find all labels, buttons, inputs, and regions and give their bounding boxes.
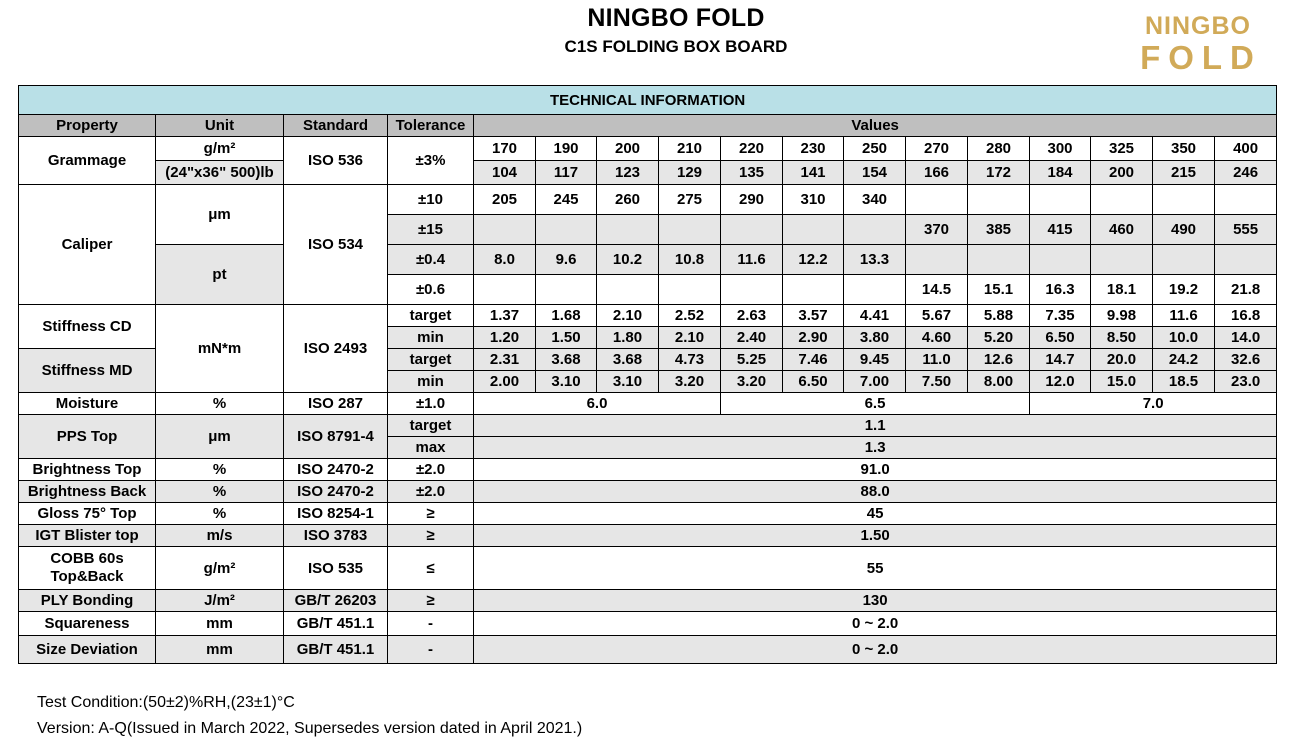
gloss-row [19,503,1277,525]
unit-cell: J/m² [156,590,284,612]
value-cell: 1.20 [474,327,536,349]
stiffness-cd-target-row [19,305,1277,327]
tolerance-cell: - [388,612,474,636]
value-cell: 270 [906,137,968,161]
value-cell: 20.0 [1091,349,1153,371]
unit-gsm: g/m² [156,137,284,161]
unit-pt: pt [156,245,284,305]
unit-cell: % [156,459,284,481]
property-cobb [19,547,156,590]
value-cell: 7.50 [906,371,968,393]
ply-bonding-row [19,590,1277,612]
tolerance-target: target [388,305,474,327]
value-cell: 12.2 [783,245,844,275]
standard-grammage: ISO 536 [284,137,388,185]
value-cell: 9.98 [1091,305,1153,327]
value-cell: 11.6 [1153,305,1215,327]
value-cell: 2.40 [721,327,783,349]
value-cell: 10.2 [597,245,659,275]
version-note: Version: A-Q(Issued in March 2022, Supersedes version dated in April 2021.) [37,720,583,737]
value-cell: 15.0 [1091,371,1153,393]
value-cell: 2.00 [474,371,536,393]
header-row [19,115,1277,137]
value-cell: 2.31 [474,349,536,371]
value-cell: 7.46 [783,349,844,371]
empty-cell [1030,185,1091,215]
tolerance-cell: ±2.0 [388,481,474,503]
value-cell: 130 [474,590,1277,612]
value-cell: 117 [536,161,597,185]
property-pps-top: PPS Top [19,415,156,459]
value-cell: 3.57 [783,305,844,327]
tolerance-grammage: ±3% [388,137,474,185]
empty-cell [968,245,1030,275]
value-cell: 15.1 [968,275,1030,305]
tolerance-cell: ≥ [388,525,474,547]
tolerance-cell: - [388,636,474,664]
document-title: NINGBO FOLD [587,4,765,32]
empty-cell [536,215,597,245]
value-cell: 8.0 [474,245,536,275]
value-cell: 16.8 [1215,305,1277,327]
value-cell: 1.37 [474,305,536,327]
value-cell: 8.00 [968,371,1030,393]
value-cell: 1.50 [536,327,597,349]
value-cell: 7.35 [1030,305,1091,327]
value-cell: 385 [968,215,1030,245]
caliper-pt-04-row [19,245,1277,275]
value-cell: 11.6 [721,245,783,275]
value-cell: 32.6 [1215,349,1277,371]
logo-line-2: FOLD [1140,39,1262,76]
value-cell: 166 [906,161,968,185]
value-cell: 246 [1215,161,1277,185]
value-cell: 184 [1030,161,1091,185]
value-cell: 14.5 [906,275,968,305]
property-stiffness-cd: Stiffness CD [19,305,156,349]
empty-cell [474,275,536,305]
standard-caliper: ISO 534 [284,185,388,305]
value-cell: 5.20 [968,327,1030,349]
value-cell: 340 [844,185,906,215]
value-cell: 5.25 [721,349,783,371]
unit-moisture: % [156,393,284,415]
tolerance-min: min [388,371,474,393]
value-cell: 555 [1215,215,1277,245]
value-cell: 6.0 [474,393,721,415]
test-condition-note: Test Condition:(50±2)%RH,(23±1)°C [37,694,295,711]
standard-cell: ISO 8254-1 [284,503,388,525]
standard-cell: ISO 535 [284,547,388,590]
empty-cell [783,275,844,305]
document-subtitle: C1S FOLDING BOX BOARD [564,37,788,56]
value-cell: 400 [1215,137,1277,161]
empty-cell [721,275,783,305]
standard-cell: ISO 3783 [284,525,388,547]
caliper-um-10-row [19,185,1277,215]
empty-cell [1091,185,1153,215]
unit-cell: g/m² [156,547,284,590]
value-cell: 1.3 [474,437,1277,459]
empty-cell [906,185,968,215]
value-cell: 2.52 [659,305,721,327]
value-cell: 2.63 [721,305,783,327]
value-cell: 19.2 [1153,275,1215,305]
empty-cell [1215,185,1277,215]
property-grammage: Grammage [19,137,156,185]
standard-cell: GB/T 26203 [284,590,388,612]
brightness-back-row [19,481,1277,503]
empty-cell [597,275,659,305]
unit-cell: m/s [156,525,284,547]
value-cell: 4.41 [844,305,906,327]
unit-lb: (24"x36" 500)lb [156,161,284,185]
tolerance-caliper-15: ±15 [388,215,474,245]
value-cell: 7.0 [1030,393,1277,415]
value-cell: 18.1 [1091,275,1153,305]
value-cell: 135 [721,161,783,185]
value-cell: 350 [1153,137,1215,161]
empty-cell [659,215,721,245]
value-cell: 8.50 [1091,327,1153,349]
grammage-lb-row [19,161,1277,185]
empty-cell [1215,245,1277,275]
col-header-standard: Standard [284,115,388,137]
value-cell: 9.45 [844,349,906,371]
value-cell: 1.1 [474,415,1277,437]
property-stiffness-md: Stiffness MD [19,349,156,393]
tolerance-target: target [388,349,474,371]
igt-row [19,525,1277,547]
value-cell: 370 [906,215,968,245]
size-deviation-row [19,636,1277,664]
property-ply-bonding: PLY Bonding [19,590,156,612]
value-cell: 1.68 [536,305,597,327]
value-cell: 154 [844,161,906,185]
empty-cell [968,185,1030,215]
value-cell: 123 [597,161,659,185]
value-cell: 190 [536,137,597,161]
value-cell: 460 [1091,215,1153,245]
value-cell: 55 [474,547,1277,590]
value-cell: 5.67 [906,305,968,327]
value-cell: 13.3 [844,245,906,275]
value-cell: 3.68 [536,349,597,371]
value-cell: 91.0 [474,459,1277,481]
col-header-tolerance: Tolerance [388,115,474,137]
standard-cell: GB/T 451.1 [284,612,388,636]
value-cell: 3.10 [597,371,659,393]
unit-stiffness: mN*m [156,305,284,393]
value-cell: 210 [659,137,721,161]
value-cell: 9.6 [536,245,597,275]
property-cobb-line-2: Top&Back [50,568,124,585]
tolerance-cell: ≥ [388,590,474,612]
empty-cell [659,275,721,305]
value-cell: 104 [474,161,536,185]
empty-cell [1091,245,1153,275]
empty-cell [1153,245,1215,275]
value-cell: 23.0 [1215,371,1277,393]
col-header-property: Property [19,115,156,137]
property-squareness: Squareness [19,612,156,636]
standard-moisture: ISO 287 [284,393,388,415]
value-cell: 24.2 [1153,349,1215,371]
value-cell: 200 [1091,161,1153,185]
value-cell: 2.90 [783,327,844,349]
tolerance-moisture: ±1.0 [388,393,474,415]
empty-cell [597,215,659,245]
property-brightness-top: Brightness Top [19,459,156,481]
property-igt: IGT Blister top [19,525,156,547]
value-cell: 0 ~ 2.0 [474,612,1277,636]
grammage-gsm-row [19,137,1277,161]
value-cell: 12.0 [1030,371,1091,393]
value-cell: 300 [1030,137,1091,161]
tolerance-min: min [388,327,474,349]
unit-cell: mm [156,612,284,636]
value-cell: 10.0 [1153,327,1215,349]
empty-cell [1030,245,1091,275]
tolerance-cell: ±2.0 [388,459,474,481]
value-cell: 245 [536,185,597,215]
value-cell: 11.0 [906,349,968,371]
value-cell: 1.50 [474,525,1277,547]
tolerance-caliper-10: ±10 [388,185,474,215]
value-cell: 325 [1091,137,1153,161]
value-cell: 415 [1030,215,1091,245]
value-cell: 200 [597,137,659,161]
col-header-values: Values [474,115,1277,137]
value-cell: 0 ~ 2.0 [474,636,1277,664]
value-cell: 3.68 [597,349,659,371]
standard-stiffness: ISO 2493 [284,305,388,393]
brightness-top-row [19,459,1277,481]
squareness-row [19,612,1277,636]
empty-cell [844,275,906,305]
value-cell: 1.80 [597,327,659,349]
value-cell: 129 [659,161,721,185]
property-cobb-line-1: COBB 60s [50,550,124,567]
moisture-row [19,393,1277,415]
empty-cell [844,215,906,245]
value-cell: 205 [474,185,536,215]
value-cell: 4.73 [659,349,721,371]
value-cell: 18.5 [1153,371,1215,393]
value-cell: 5.88 [968,305,1030,327]
value-cell: 6.50 [783,371,844,393]
value-cell: 10.8 [659,245,721,275]
value-cell: 2.10 [659,327,721,349]
ningbo-fold-logo [1130,14,1266,74]
value-cell: 170 [474,137,536,161]
unit-um: μm [156,185,284,245]
unit-cell: mm [156,636,284,664]
pps-target-row [19,415,1277,437]
standard-cell: ISO 2470-2 [284,481,388,503]
value-cell: 280 [968,137,1030,161]
value-cell: 3.20 [721,371,783,393]
value-cell: 14.7 [1030,349,1091,371]
cobb-row [19,547,1277,590]
standard-cell: ISO 2470-2 [284,459,388,481]
unit-cell: % [156,503,284,525]
value-cell: 21.8 [1215,275,1277,305]
empty-cell [536,275,597,305]
value-cell: 260 [597,185,659,215]
value-cell: 6.50 [1030,327,1091,349]
property-size-deviation: Size Deviation [19,636,156,664]
empty-cell [1153,185,1215,215]
tolerance-target: target [388,415,474,437]
value-cell: 141 [783,161,844,185]
unit-cell: % [156,481,284,503]
tolerance-cell: ≥ [388,503,474,525]
standard-pps: ISO 8791-4 [284,415,388,459]
value-cell: 3.10 [536,371,597,393]
tolerance-caliper-06: ±0.6 [388,275,474,305]
value-cell: 14.0 [1215,327,1277,349]
value-cell: 290 [721,185,783,215]
tolerance-max: max [388,437,474,459]
value-cell: 310 [783,185,844,215]
value-cell: 490 [1153,215,1215,245]
value-cell: 6.5 [721,393,1030,415]
tolerance-caliper-04: ±0.4 [388,245,474,275]
value-cell: 230 [783,137,844,161]
property-moisture: Moisture [19,393,156,415]
empty-cell [783,215,844,245]
value-cell: 3.20 [659,371,721,393]
value-cell: 16.3 [1030,275,1091,305]
property-brightness-back: Brightness Back [19,481,156,503]
value-cell: 3.80 [844,327,906,349]
value-cell: 275 [659,185,721,215]
value-cell: 172 [968,161,1030,185]
unit-pps: μm [156,415,284,459]
tolerance-cell: ≤ [388,547,474,590]
property-gloss: Gloss 75° Top [19,503,156,525]
empty-cell [474,215,536,245]
table-banner: TECHNICAL INFORMATION [19,86,1277,115]
standard-cell: GB/T 451.1 [284,636,388,664]
value-cell: 4.60 [906,327,968,349]
value-cell: 220 [721,137,783,161]
technical-information-table [18,85,1277,664]
value-cell: 215 [1153,161,1215,185]
empty-cell [721,215,783,245]
value-cell: 7.00 [844,371,906,393]
col-header-unit: Unit [156,115,284,137]
logo-line-1: NINGBO [1145,12,1251,40]
value-cell: 88.0 [474,481,1277,503]
property-caliper: Caliper [19,185,156,305]
value-cell: 45 [474,503,1277,525]
empty-cell [906,245,968,275]
value-cell: 2.10 [597,305,659,327]
value-cell: 250 [844,137,906,161]
value-cell: 12.6 [968,349,1030,371]
